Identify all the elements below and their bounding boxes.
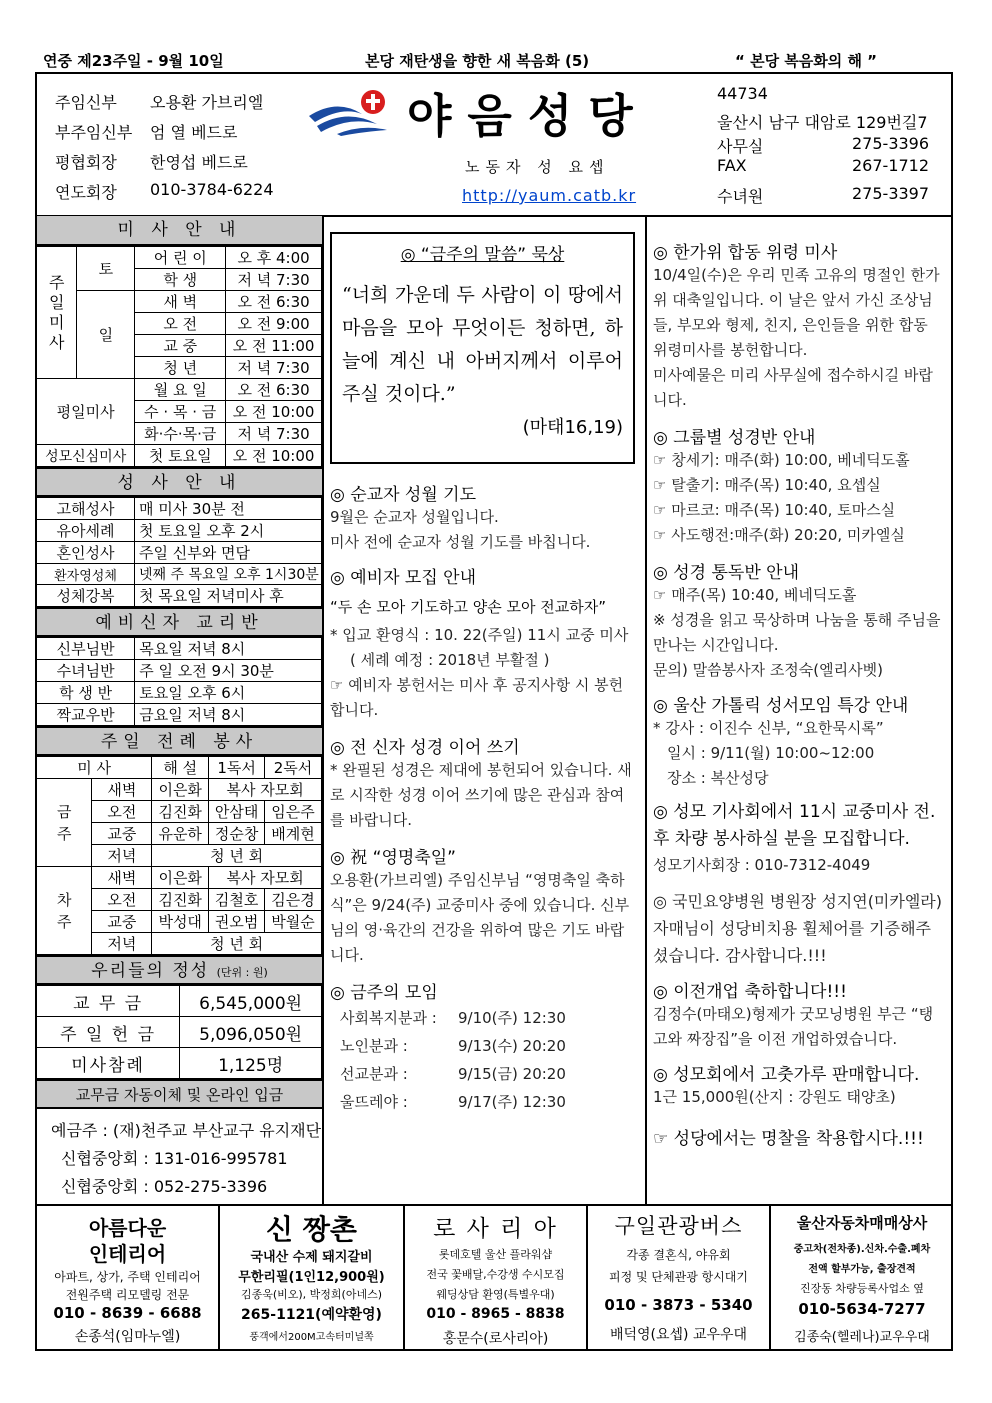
convent-label: 수녀원 xyxy=(717,187,764,206)
mass-name: 어 린 이 xyxy=(135,247,226,269)
offering-table xyxy=(37,985,322,1079)
sacrament-name: 환자영성체 xyxy=(37,564,135,585)
word-box xyxy=(330,232,635,464)
account-1: 신협중앙회 : 131-016-995781 xyxy=(61,1149,288,1168)
class-name: 신부님반 xyxy=(37,638,135,660)
liturgy-cell: 김진화 xyxy=(152,889,209,911)
ad-line: 진장동 차량등록사업소 옆 xyxy=(800,1282,924,1295)
chuseok-text: 10/4일(수)은 우리 민족 고유의 명절인 한가위 대축일입니다. 이 날은 앞서 가신 조상님들, 부모와 형제, 친지, 은인들을 위한 합동 위령미사를 봉헌합니다. xyxy=(653,266,940,359)
sacrament-value: 주일 신부와 면담 xyxy=(135,542,322,564)
meeting-name: 울뜨레야 : xyxy=(340,1093,408,1111)
catechumen-table xyxy=(37,637,322,726)
mass-name: 오 전 xyxy=(135,313,226,335)
recruit-title: ◎ 예비자 모집 안내 xyxy=(330,568,476,588)
lecture-title: ◎ 울산 가톨릭 성서모임 특강 안내 xyxy=(653,696,909,716)
offering-name: 주 일 헌 금 xyxy=(37,1017,180,1048)
mass-name: 화·수·목·금 xyxy=(135,423,226,445)
meeting-time: 9/17(주) 12:30 xyxy=(458,1093,566,1111)
offering-value: 1,125명 xyxy=(180,1048,322,1079)
mass-time: 오 전 10:00 xyxy=(226,445,322,467)
ad-line: 010-5634-7277 xyxy=(798,1300,926,1318)
office-label: 사무실 xyxy=(717,137,764,156)
reading-class-title: ◎ 성경 통독반 안내 xyxy=(653,563,799,583)
recruit-text: ( 세례 예정 : 2018년 부활절 ) xyxy=(350,651,550,669)
sacraments-header: 성 사 안 내 xyxy=(37,467,322,497)
sacrament-value: 첫 목요일 저녁미사 후 xyxy=(135,585,322,607)
liturgy-cell: 이은화 xyxy=(152,867,209,889)
recruit-text: ☞ 예비자 봉헌서는 미사 후 공지사항 시 봉헌합니다. xyxy=(330,676,624,719)
ad-flowers xyxy=(405,1206,588,1349)
ad-restaurant xyxy=(220,1206,405,1349)
sacrament-name: 혼인성사 xyxy=(37,542,135,564)
col-mass: 미 사 xyxy=(37,757,152,779)
issue-date: 연중 제23주일 - 9월 10일 xyxy=(43,52,224,70)
ad-line: 웨딩상담 환영(특별우대) xyxy=(436,1288,555,1301)
opening-text: 김정수(마태오)형제가 굿모닝병원 부근 “탱고와 짜장집”을 이전 개업하였습니다. xyxy=(653,1005,934,1048)
ad-line: 265-1121(예약환영) xyxy=(241,1307,382,1323)
liturgy-cell: 박성대 xyxy=(152,911,209,933)
liturgy-table xyxy=(37,756,322,955)
ad-line: 손종석(임마누엘) xyxy=(74,1329,181,1345)
ad-line: 피정 및 단체관광 항시대기 xyxy=(609,1270,748,1284)
meeting-name: 사회복지분과 : xyxy=(340,1009,437,1027)
bible-class-item: ☞ 사도행전:매주(화) 20:20, 미카엘실 xyxy=(653,526,905,544)
ad-line: 인테리어 xyxy=(88,1242,167,1266)
bible-copy-title: ◎ 전 신자 성경 이어 쓰기 xyxy=(330,738,520,758)
chuseok-title: ◎ 한가위 합동 위령 미사 xyxy=(653,243,838,263)
mass-time: 오 전 10:00 xyxy=(226,401,322,423)
offering-title: 우리들의 정성 xyxy=(91,961,210,981)
lecture-text: * 강사 : 이진수 신부, “요한묵시록” xyxy=(653,719,884,737)
sacrament-value: 넷째 주 목요일 오후 1시30분 xyxy=(135,564,322,585)
opening-title: ◎ 이전개업 축하합니다!!! xyxy=(653,982,847,1002)
col-commentary: 해 설 xyxy=(152,757,209,779)
liturgy-mass: 저녁 xyxy=(92,845,152,867)
mass-time: 오 전 9:00 xyxy=(226,313,322,335)
chuseok-text: 미사예물은 미리 사무실에 접수하시길 바랍니다. xyxy=(653,366,933,409)
mass-time: 저 녁 7:30 xyxy=(226,357,322,379)
liturgy-mass: 교중 xyxy=(92,823,152,845)
ad-line: 홍문수(로사리아) xyxy=(442,1331,549,1347)
recruit-slogan: “두 손 모아 기도하고 양손 모아 전교하자” xyxy=(330,598,606,616)
ad-line: 배덕영(요셉) 교우우대 xyxy=(609,1327,748,1343)
ad-line: 김종숙(헬레나)교우우대 xyxy=(794,1330,930,1345)
ad-line: 구일관광버스 xyxy=(614,1214,743,1238)
ad-line: 전원주택 리모델링 전문 xyxy=(65,1288,190,1302)
donation-text: ◎ 국민요양병원 병원장 성지연(미카엘라)자매님이 성당비치용 휠체어를 기증해주셨습니다. 감사합니다.!!! xyxy=(653,892,942,965)
bible-class-item: ☞ 탈출기: 매주(목) 10:40, 요셉실 xyxy=(653,476,881,494)
sacrament-value: 매 미사 30분 전 xyxy=(135,498,322,520)
mass-name: 첫 토요일 xyxy=(135,445,226,467)
liturgy-header: 주일 전례 봉사 xyxy=(37,726,322,756)
ad-line: 롯데호텔 울산 플라워샵 xyxy=(438,1248,553,1261)
lecture-text: 장소 : 복산성당 xyxy=(667,769,769,787)
liturgy-cell: 임은주 xyxy=(265,801,322,823)
right-column xyxy=(647,216,953,1204)
middle-column xyxy=(324,216,647,1204)
masthead: 주임신부 오용환 가브리엘 부주임신부 엄 열 베드로 평협회장 한영섭 베드로 연도회장 010-3784-6224 야음성당 노동자 성 요셉 http://yaum.catb.kr 44734 울산시 남구 대암로 129번길7 사무실 275-3396 FAX 267-1712 수녀원 275-3397 xyxy=(35,72,953,217)
nametag-notice: ☞ 성당에서는 명찰을 착용합시다.!!! xyxy=(653,1129,924,1149)
liturgy-mass: 오전 xyxy=(92,801,152,823)
word-quote: “너희 가운데 두 사람이 이 땅에서 마음을 모아 무엇이든 청하면, 하늘에 계신 내 아버지께서 이루어 주실 것이다.” xyxy=(342,284,623,405)
offering-name: 미사참례 xyxy=(37,1048,180,1079)
catechumen-header: 예비신자 교리반 xyxy=(37,607,322,637)
convent-phone: 275-3397 xyxy=(852,184,930,203)
meetings-title: ◎ 금주의 모임 xyxy=(330,983,438,1003)
ads-footer xyxy=(35,1206,953,1351)
sunday-mass-label: 주일미사 xyxy=(37,247,77,379)
sacraments-table xyxy=(37,497,322,607)
liturgy-cell: 복사 자모회 xyxy=(209,779,322,801)
col-reading1: 1독서 xyxy=(209,757,265,779)
sunday-label: 일 xyxy=(77,291,135,379)
ad-line: 010 - 8965 - 8838 xyxy=(426,1306,565,1322)
ad-line: 울산자동차매매상사 xyxy=(796,1214,928,1232)
mass-time: 오 전 6:30 xyxy=(226,291,322,313)
fax-label: FAX xyxy=(717,156,747,175)
liturgy-cell: 유운하 xyxy=(152,823,209,845)
reading-class-text: ※ 성경을 읽고 묵상하며 나눔을 통해 주님을 만나는 시간입니다. xyxy=(653,611,941,654)
saturday-label: 토 xyxy=(77,247,135,291)
lecture-text: 일시 : 9/11(월) 10:00~12:00 xyxy=(667,744,875,762)
address: 울산시 남구 대암로 129번길7 xyxy=(717,113,928,132)
mass-time: 저 녁 7:30 xyxy=(226,269,322,291)
word-title-wrap xyxy=(342,240,623,265)
meeting-time: 9/10(주) 12:30 xyxy=(458,1009,566,1027)
top-line xyxy=(35,50,953,72)
offering-value: 6,545,000원 xyxy=(180,986,322,1017)
driver-text: 성모기사회장 : 010-7312-4049 xyxy=(653,856,871,874)
ad-interior xyxy=(37,1206,220,1349)
liturgy-cell: 권오범 xyxy=(209,911,265,933)
mass-time: 저 녁 7:30 xyxy=(226,423,322,445)
meetings-list xyxy=(330,1003,637,1115)
liturgy-cell: 청 년 회 xyxy=(152,845,322,867)
mass-time: 오 전 11:00 xyxy=(226,335,322,357)
liturgy-cell: 김은경 xyxy=(265,889,322,911)
sacrament-name: 성체강복 xyxy=(37,585,135,607)
left-column xyxy=(37,216,324,1204)
ad-line: 010 - 3873 - 5340 xyxy=(604,1296,753,1314)
reading-class-text: 문의) 말씀봉사자 조정숙(엘리사벳) xyxy=(653,661,883,679)
offering-header xyxy=(37,955,322,985)
meeting-time: 9/15(금) 20:20 xyxy=(458,1065,566,1083)
offering-name: 교 무 금 xyxy=(37,986,180,1017)
parish-logo-icon xyxy=(307,86,402,136)
ad-line: 김종욱(비오), 박정희(아네스) xyxy=(240,1288,383,1301)
parish-name: 야음성당 xyxy=(407,89,649,143)
class-name: 학 생 반 xyxy=(37,682,135,704)
liturgy-mass: 새벽 xyxy=(92,867,152,889)
martyr-title: ◎ 순교자 성월 기도 xyxy=(330,485,476,505)
office-phone: 275-3396 xyxy=(852,134,930,153)
mass-header: 미 사 안 내 xyxy=(37,216,322,246)
liturgy-mass: 교중 xyxy=(92,911,152,933)
martyr-text: 미사 전에 순교자 성월 기도를 바칩니다. xyxy=(330,533,591,551)
bible-class-item: ☞ 창세기: 매주(화) 10:00, 베네딕도홀 xyxy=(653,451,910,469)
class-name: 수녀님반 xyxy=(37,660,135,682)
liturgy-cell: 김진화 xyxy=(152,801,209,823)
feast-text: 오용환(가브리엘) 주임신부님 “영명축일 축하식”은 9/24(주) 교중미사 중에 있습니다. 신부님의 영·육간의 건강을 위하여 많은 기도 바랍니다. xyxy=(330,871,630,964)
word-reference: (마태16,19) xyxy=(522,417,623,438)
class-time: 금요일 저녁 8시 xyxy=(135,704,322,726)
transfer-info xyxy=(37,1109,322,1201)
parish-url-link[interactable]: http://yaum.catb.kr xyxy=(462,186,637,205)
col-reading2: 2독서 xyxy=(265,757,322,779)
transfer-header: 교무금 자동이체 및 온라인 입금 xyxy=(37,1079,322,1109)
ad-line: 아파트, 상가, 주택 인테리어 xyxy=(54,1270,201,1284)
mass-time: 오 후 4:00 xyxy=(226,247,322,269)
pepper-text: 1근 15,000원(산지 : 강원도 태양초) xyxy=(653,1088,896,1106)
class-name: 짝교우반 xyxy=(37,704,135,726)
liturgy-cell: 정순창 xyxy=(209,823,265,845)
middle-notices xyxy=(324,464,645,1115)
ad-line: 풍객에서200M고속터미널쪽 xyxy=(249,1332,374,1343)
pepper-title: ◎ 성모회에서 고춧가루 판매합니다. xyxy=(653,1065,920,1085)
postcode: 44734 xyxy=(717,84,768,103)
bible-class-title: ◎ 그룹별 성경반 안내 xyxy=(653,428,816,448)
account-2: 신협중앙회 : 052-275-3396 xyxy=(61,1177,268,1196)
ad-bus xyxy=(588,1206,771,1349)
marian-mass-label: 성모신심미사 xyxy=(37,445,135,467)
word-title: ◎ “금주의 말씀” 묵상 xyxy=(400,245,565,265)
liturgy-cell: 청 년 회 xyxy=(152,933,322,955)
main-body xyxy=(35,216,953,1206)
mass-name: 월 요 일 xyxy=(135,379,226,401)
mass-time: 오 전 6:30 xyxy=(226,379,322,401)
reading-class-text: ☞ 매주(목) 10:40, 베네딕도홀 xyxy=(653,586,857,604)
bible-copy-text: * 완필된 성경은 제대에 봉헌되어 있습니다. 새로 시작한 성경 이어 쓰기에 많은 관심과 참여를 바랍니다. xyxy=(330,761,632,829)
liturgy-cell: 이은화 xyxy=(152,779,209,801)
meeting-name: 노인분과 : xyxy=(340,1037,408,1055)
offering-unit: (단위 : 원) xyxy=(216,966,268,979)
ad-line: 각종 결혼식, 야유회 xyxy=(626,1248,731,1262)
meeting-time: 9/13(수) 20:20 xyxy=(458,1037,566,1055)
class-time: 목요일 저녁 8시 xyxy=(135,638,322,660)
mass-name: 학 생 xyxy=(135,269,226,291)
liturgy-cell: 박월순 xyxy=(265,911,322,933)
driver-title: ◎ 성모 기사회에서 11시 교중미사 전. 후 차량 봉사하실 분을 모집합니다. xyxy=(653,802,936,849)
liturgy-mass: 새벽 xyxy=(92,779,152,801)
ad-line: 아름다운 xyxy=(88,1216,167,1240)
liturgy-mass: 오전 xyxy=(92,889,152,911)
sacrament-name: 고해성사 xyxy=(37,498,135,520)
fax-number: 267-1712 xyxy=(852,156,930,175)
ad-line: 전국 꽃배달,수강생 수시모집 xyxy=(426,1268,565,1281)
mass-name: 수 · 목 · 금 xyxy=(135,401,226,423)
ad-line: 010 - 8639 - 6688 xyxy=(53,1304,202,1322)
patron-saint: 노동자 성 요셉 xyxy=(465,158,610,176)
class-time: 주 일 오전 9시 30분 xyxy=(135,660,322,682)
ad-cars xyxy=(771,1206,953,1349)
series-title: 본당 재탄생을 향한 새 복음화 (5) xyxy=(365,52,590,70)
ad-line: 신 짱촌 xyxy=(266,1213,357,1246)
martyr-text: 9월은 순교자 성월입니다. xyxy=(330,508,499,526)
liturgy-cell: 안삼태 xyxy=(209,801,265,823)
sacrament-name: 유아세례 xyxy=(37,520,135,542)
feast-title: ◎ 祝 “영명축일” xyxy=(330,848,456,868)
ad-line: 무한리필(1인12,900원) xyxy=(238,1270,385,1285)
ad-line: 국내산 수제 돼지갈비 xyxy=(250,1250,373,1265)
account-holder: 예금주 : (재)천주교 부산교구 유지재단 xyxy=(51,1121,322,1140)
bible-class-item: ☞ 마르코: 매주(목) 10:40, 토마스실 xyxy=(653,501,896,519)
right-notices xyxy=(647,216,953,1149)
meeting-name: 선교분과 : xyxy=(340,1065,408,1083)
weekday-mass-label: 평일미사 xyxy=(37,379,135,445)
mass-name: 청 년 xyxy=(135,357,226,379)
ad-line: 중고차(전차종).신차.수출.폐차 xyxy=(793,1244,931,1255)
liturgy-cell: 복사 자모회 xyxy=(209,867,322,889)
liturgy-mass: 저녁 xyxy=(92,933,152,955)
offering-value: 5,096,050원 xyxy=(180,1017,322,1048)
recruit-text: * 입교 환영식 : 10. 22(주일) 11시 교중 미사 xyxy=(330,626,629,644)
mass-name: 새 벽 xyxy=(135,291,226,313)
liturgy-cell: 김철호 xyxy=(209,889,265,911)
mass-table xyxy=(37,246,322,467)
class-time: 토요일 오후 6시 xyxy=(135,682,322,704)
sacrament-value: 첫 토요일 오후 2시 xyxy=(135,520,322,542)
mass-name: 교 중 xyxy=(135,335,226,357)
ad-line: 로 사 리 아 xyxy=(433,1216,558,1242)
year-motto: “ 본당 복음화의 해 ” xyxy=(735,52,878,70)
liturgy-cell: 배계현 xyxy=(265,823,322,845)
ad-line: 전액 할부가능, 출장견적 xyxy=(808,1264,916,1275)
this-week-label: 금주 xyxy=(37,779,92,867)
next-week-label: 차주 xyxy=(37,867,92,955)
